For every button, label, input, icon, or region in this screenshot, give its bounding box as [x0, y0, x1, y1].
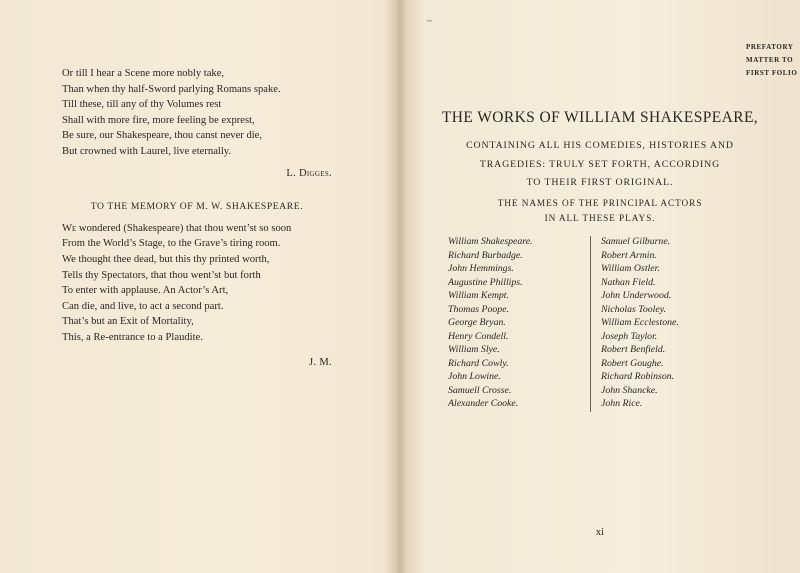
poem-line: Than when thy half-Sword parlying Romans spake.	[62, 83, 281, 95]
actor-name: Nathan Field.	[601, 276, 656, 288]
page-number: xi	[595, 527, 605, 538]
actors-heading-line: IN ALL THESE PLAYS.	[544, 214, 656, 224]
actor-name: Henry Condell.	[448, 330, 509, 342]
elegy-line: Tells thy Spectators, that thou went’st but forth	[62, 269, 261, 281]
side-note-line: PREFATORY	[746, 43, 794, 51]
actor-name: Alexander Cooke.	[448, 398, 519, 409]
left-page	[0, 0, 395, 573]
actor-name: Joseph Taylor.	[601, 330, 658, 342]
actor-name: Robert Armin.	[601, 249, 657, 261]
actor-name: John Rice.	[601, 398, 643, 409]
actor-name: John Hemmings.	[448, 263, 514, 274]
actor-name: Richard Burbadge.	[448, 249, 523, 261]
side-note-line: MATTER TO	[746, 56, 794, 64]
signature-jm: J. M.	[309, 356, 332, 368]
actor-name: George Bryan.	[448, 317, 506, 328]
actor-name: Robert Goughe.	[601, 357, 664, 369]
actors-heading	[400, 197, 800, 227]
actor-name: Augustine Phillips.	[448, 276, 523, 288]
actor-name: John Underwood.	[601, 290, 672, 301]
actor-name: Richard Robinson.	[601, 371, 675, 382]
works-subtitle	[400, 137, 800, 193]
actor-name: Richard Cowly.	[448, 357, 509, 369]
subtitle-line: TO THEIR FIRST ORIGINAL.	[526, 177, 674, 188]
actor-name: William Ostler.	[601, 263, 660, 274]
actor-name: Thomas Poope.	[448, 303, 509, 315]
elegy-first-word: We	[62, 222, 77, 234]
poem-line: Or till I hear a Scene more nobly take,	[62, 68, 225, 79]
column-divider	[590, 236, 591, 412]
actor-name: John Shancke.	[601, 384, 658, 396]
poem-line: Shall with more fire, more feeling be exprest,	[62, 114, 255, 126]
actor-name: Samuell Crosse.	[448, 384, 512, 396]
actor-name: William Slye.	[448, 344, 500, 355]
elegy-line	[62, 221, 332, 237]
actor-name: William Shakespeare.	[448, 236, 533, 247]
elegy-line: From the World’s Stage, to the Grave’s tiring room.	[62, 238, 281, 250]
poem-line: Be sure, our Shakespeare, thou canst never die,	[62, 130, 263, 142]
actors-heading-line: THE NAMES OF THE PRINCIPAL ACTORS	[497, 199, 703, 209]
elegy-line: That’s but an Exit of Mortality,	[62, 316, 194, 328]
elegy-line: Can die, and live, to act a second part.	[62, 300, 224, 312]
subtitle-line: TRAGEDIES: TRULY SET FORTH, ACCORDING	[479, 158, 721, 170]
actor-name: Samuel Gilburne.	[601, 236, 671, 247]
actor-name: Robert Benfield.	[601, 344, 666, 355]
actor-name: William Kempt.	[448, 290, 509, 301]
actor-name: Nicholas Tooley.	[601, 303, 666, 315]
elegy-first-line-rest: wondered (Shakespeare) that thou went’st so soon	[76, 222, 292, 234]
right-page	[400, 0, 800, 573]
signature-digges: L. Digges.	[286, 167, 332, 179]
left-page-text	[62, 66, 332, 370]
actor-name: John Lowine.	[448, 371, 501, 382]
elegy-line: This, a Re-entrance to a Plaudite.	[62, 331, 203, 343]
side-note-line: FIRST FOLIO	[746, 69, 798, 77]
poem-line: Till these, till any of thy Volumes rest	[62, 99, 222, 111]
elegy-heading: TO THE MEMORY OF M. W. SHAKESPEARE.	[90, 201, 304, 213]
elegy-line: We thought thee dead, but this thy printed worth,	[62, 253, 270, 265]
actors-column-right	[601, 235, 679, 411]
actors-column-left	[448, 235, 533, 411]
actor-name: William Ecclestone.	[601, 317, 679, 328]
subtitle-line: CONTAINING ALL HIS COMEDIES, HISTORIES AND	[466, 140, 734, 151]
elegy-line: To enter with applause. An Actor’s Art,	[62, 285, 229, 297]
ink-mark: ~	[427, 16, 432, 26]
side-note	[746, 41, 797, 80]
poem-line: But crowned with Laurel, live eternally.	[62, 145, 232, 157]
works-title: THE WORKS OF WILLIAM SHAKESPEARE,	[441, 109, 759, 126]
